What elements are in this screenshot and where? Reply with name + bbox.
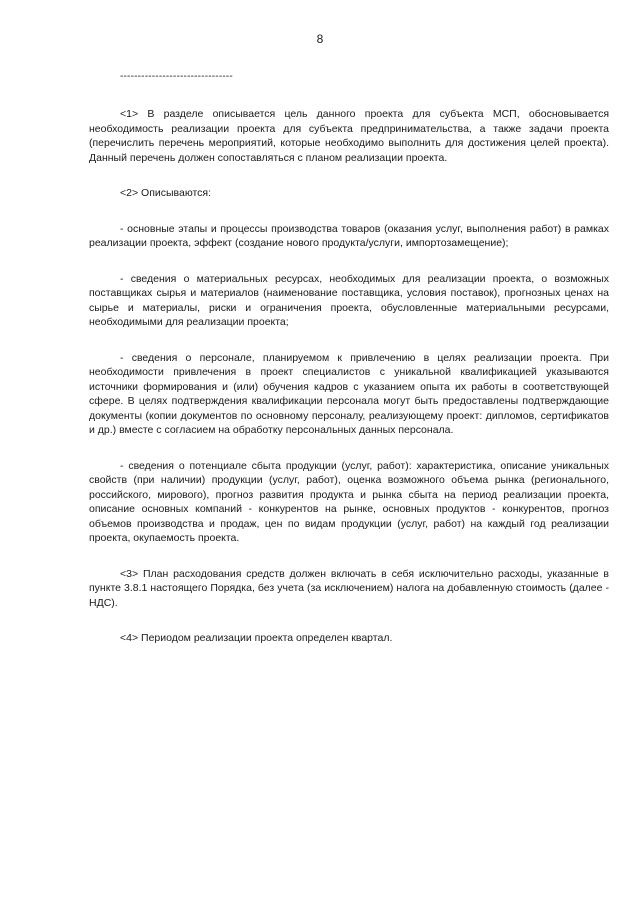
footnote-1: <1> В разделе описывается цель данного проекта для субъекта МСП, обосновывается необходимость реализации проекта для субъекта предпринимательства, а также задачи проекта (перечислить перечень мероприятий, которые необходимо выполнить для достижения целей проекта). Данный перечень должен сопоставляться с планом реализации проекта.	[89, 108, 609, 164]
footnote-separator: --------------------------------	[120, 71, 233, 82]
footnote-2-item-sales: - сведения о потенциале сбыта продукции (услуг, работ): характеристика, описание уникальных свойств (при наличии) продукции (услуг, работ), оценка возможного объема рынка (регионального, российского, мирового), прогноз развития продукта и рынка сбыта на период реализации проекта, описание основных компаний - конкурентов на рынке, основных продуктов - конкурентов, прогноз объемов производства и продаж, цен по видам продукции (услуг, работ) на каждый год реализации проекта, окупаемость проекта.	[89, 459, 609, 544]
footnote-2-item-personnel: - сведения о персонале, планируемом к привлечению в целях реализации проекта. При необходимости привлечения в проект специалистов с уникальной квалификацией указываются источники формирования и (или) обучения кадров с указанием опыта их работы в соответствующей сфере. В целях подтверждения квалификации персонала могут быть предоставлены подтверждающие документы (копии документов по основному персоналу, реализующему проект: дипломов, сертификатов и др.) вместе с согласием на обработку персональных данных персонала.	[89, 351, 609, 436]
footnote-2-intro: <2> Описываются:	[120, 187, 212, 199]
footnotes-body	[89, 107, 609, 646]
footnote-3: <3> План расходования средств должен включать в себя исключительно расходы, указанные в пункте 3.8.1 настоящего Порядка, без учета (за исключением) налога на добавленную стоимость (далее - НДС).	[89, 567, 609, 609]
footnote-2-item-stages: - основные этапы и процессы производства товаров (оказания услуг, выполнения работ) в рамках реализации проекта, эффект (создание нового продукта/услуги, импортозамещение);	[89, 222, 609, 249]
footnote-4: <4> Периодом реализации проекта определен квартал.	[120, 632, 393, 644]
page-number: 8	[316, 32, 324, 46]
footnote-2-item-materials: - сведения о материальных ресурсах, необходимых для реализации проекта, о возможных поставщиках сырья и материалов (наименование поставщика, условия поставок), прогнозных ценах на сырье и материалы, риски и ограничения проекта, обусловленные материальными ресурсами, необходимыми для реализации проекта;	[89, 272, 609, 328]
